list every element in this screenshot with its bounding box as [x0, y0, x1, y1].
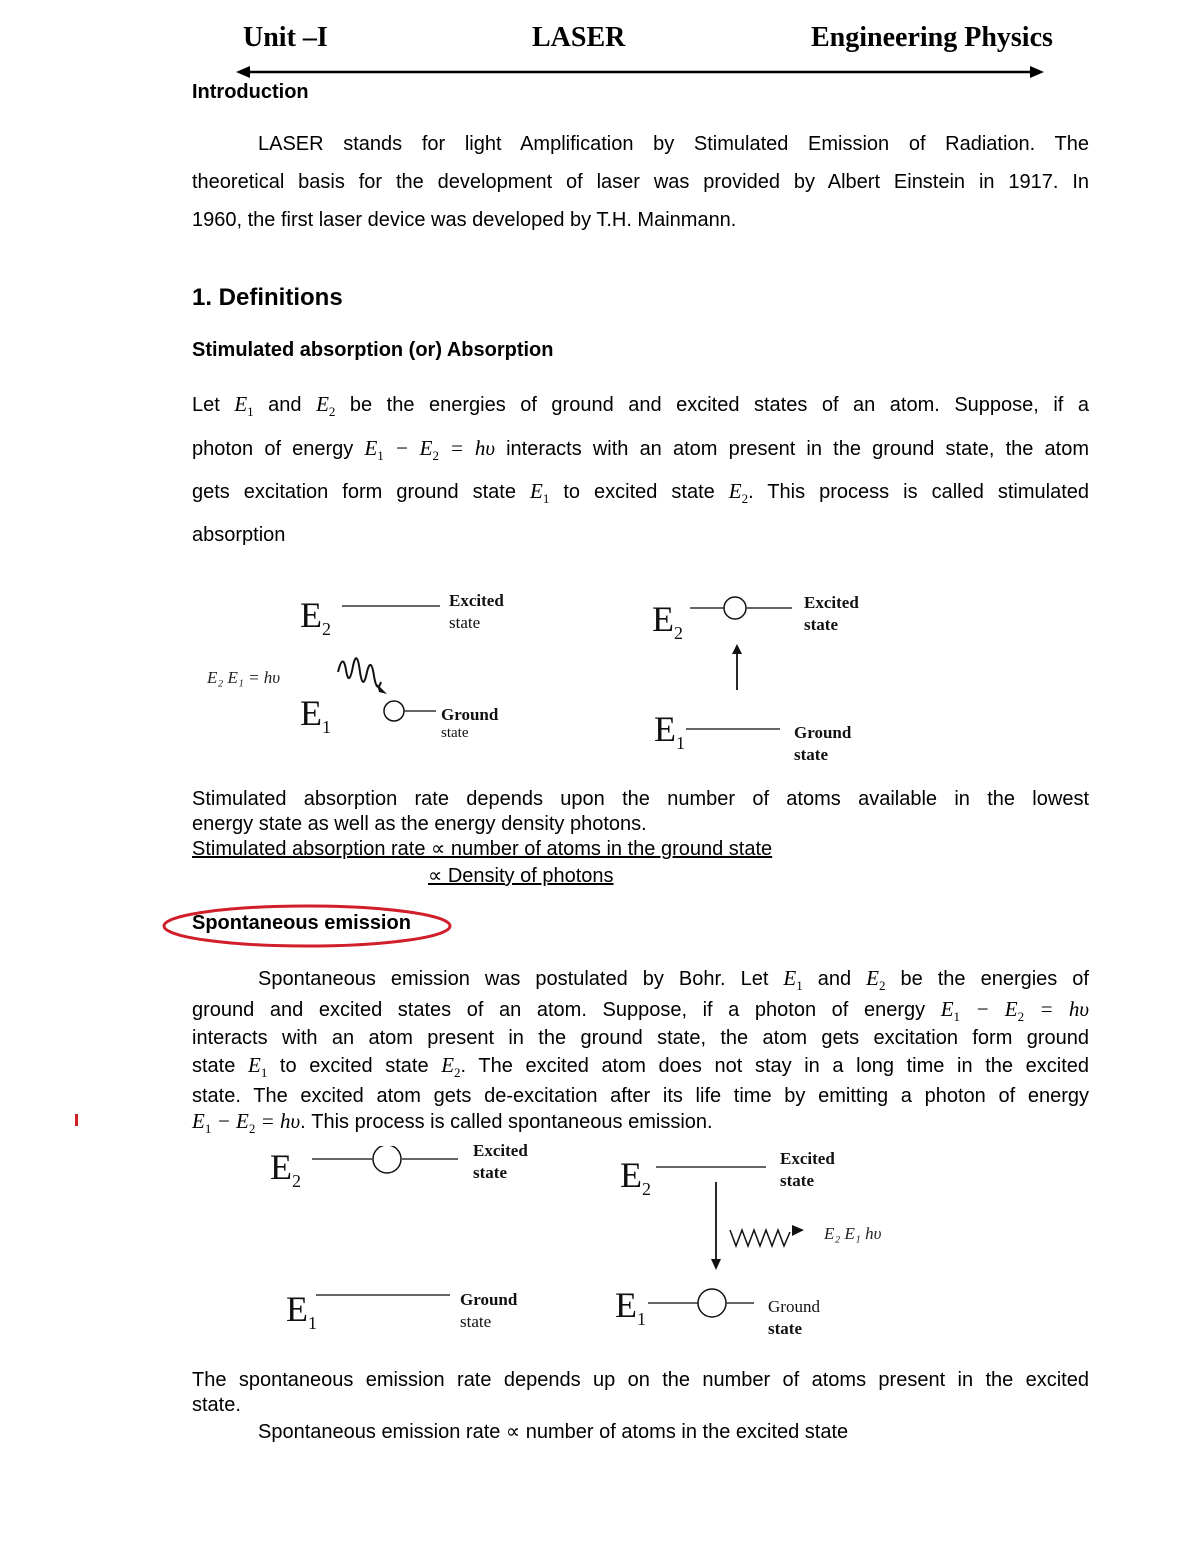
spontaneous-line-4: state $E_1$ to excited state $E_2$. The excited atom does not stay in a long time in the excited: [192, 1053, 1089, 1081]
diag4-ground-label: Ground state: [768, 1297, 820, 1338]
header-title: LASER: [532, 22, 626, 53]
absorption-paragraph-line-1: Let $E_1$ and $E_2$ be the energies of ground and excited states of an atom. Suppose, if a: [192, 392, 1090, 420]
diag3-e2-label: $E_2$: [270, 1147, 301, 1192]
diag4-emitted-photon-wave: [728, 1220, 808, 1254]
diag1-ground-level-atom: [380, 697, 440, 725]
diag1-photon-wave: [335, 650, 395, 700]
spontaneous-rate-equation: Spontaneous emission rate ∝ number of atoms in the excited state: [258, 1421, 849, 1443]
diag3-excited-label: Excited state: [473, 1141, 528, 1182]
diag1-e1-label: $E_1$: [300, 693, 331, 738]
intro-line-1: LASER stands for light Amplification by Stimulated Emission of Radiation. The: [258, 133, 1089, 155]
diag2-e1-label: $E_1$: [654, 709, 685, 754]
absorption-paragraph-line-3: gets excitation form ground state $E_1$ to excited state $E_2$. This process is called stimulated: [192, 479, 1089, 507]
diag3-ground-label: Ground state: [460, 1290, 518, 1331]
spontaneous-line-1: Spontaneous emission was postulated by Bohr. Let $E_1$ and $E_2$ be the energies of: [258, 966, 1089, 994]
introduction-heading: Introduction: [192, 81, 309, 103]
absorption-paragraph-line-4: absorption: [192, 524, 286, 546]
diag4-energy-equation: E₂ E₁ hυ: [824, 1224, 882, 1243]
spontaneous-line-5: state. The excited atom gets de-excitation after its life time by emitting a photon of energy: [192, 1085, 1089, 1107]
spontaneous-rate-line-1: The spontaneous emission rate depends up on the number of atoms present in the excited: [192, 1369, 1089, 1391]
diag2-ground-level: [684, 722, 784, 736]
diag2-excited-level-atom: [688, 594, 798, 624]
absorption-rate-line-2: energy state as well as the energy density photons.: [192, 813, 647, 835]
absorption-rate-equation-1: Stimulated absorption rate ∝ number of atoms in the ground state: [192, 838, 773, 860]
diag1-e2-label: $E_2$: [300, 595, 331, 640]
absorption-heading: Stimulated absorption (or) Absorption: [192, 339, 554, 361]
diag1-excited-level: [340, 598, 450, 612]
spontaneous-heading: Spontaneous emission: [192, 912, 411, 934]
header-unit: Unit –I: [243, 22, 328, 53]
diag4-excited-label: Excited state: [780, 1149, 835, 1190]
absorption-rate-line-1: Stimulated absorption rate depends upon the number of atoms available in the lowest: [192, 788, 1089, 810]
diag3-e1-label: $E_1$: [286, 1289, 317, 1334]
spontaneous-rate-line-2: state.: [192, 1394, 241, 1416]
diag2-e2-label: $E_2$: [652, 599, 683, 644]
definitions-heading: 1. Definitions: [192, 284, 343, 311]
diag1-ground-label: Ground state: [441, 705, 499, 741]
diag1-excited-label: Excited state: [449, 591, 504, 632]
diag1-energy-equation: E₂ E₁ = hυ: [207, 668, 281, 687]
header-subject: Engineering Physics: [811, 22, 1053, 53]
diag4-e1-label: $E_1$: [615, 1285, 646, 1330]
diag3-excited-level-atom: [310, 1146, 460, 1176]
diag4-deexcitation-arrow: [706, 1180, 726, 1272]
margin-mark: [75, 1114, 78, 1126]
spontaneous-line-2: ground and excited states of an atom. Suppose, if a photon of energy $E_1 - E_2 = h\upsilon$: [192, 997, 1089, 1025]
spontaneous-line-3: interacts with an atom present in the ground state, the atom gets excitation form ground: [192, 1027, 1089, 1049]
diag4-e2-label: $E_2$: [620, 1155, 651, 1200]
diag2-excited-label: Excited state: [804, 593, 859, 634]
spontaneous-line-6: $E_1 - E_2 = h\upsilon$. This process is called spontaneous emission.: [192, 1109, 713, 1137]
diag3-ground-level: [314, 1288, 454, 1302]
diag4-ground-level-atom: [646, 1288, 758, 1320]
absorption-paragraph-line-2: photon of energy $E_1 - E_2 = h\upsilon$ interacts with an atom present in the ground state, the atom: [192, 436, 1089, 464]
header-double-arrow: [236, 63, 1046, 83]
intro-line-2: theoretical basis for the development of laser was provided by Albert Einstein in 1917. In: [192, 171, 1089, 193]
intro-line-3: 1960, the first laser device was developed by T.H. Mainmann.: [192, 209, 737, 231]
diag2-excitation-arrow: [728, 642, 746, 692]
diag4-excited-level: [654, 1160, 774, 1174]
diag2-ground-label: Ground state: [794, 723, 852, 764]
absorption-rate-equation-2: ∝ Density of photons: [428, 865, 614, 887]
